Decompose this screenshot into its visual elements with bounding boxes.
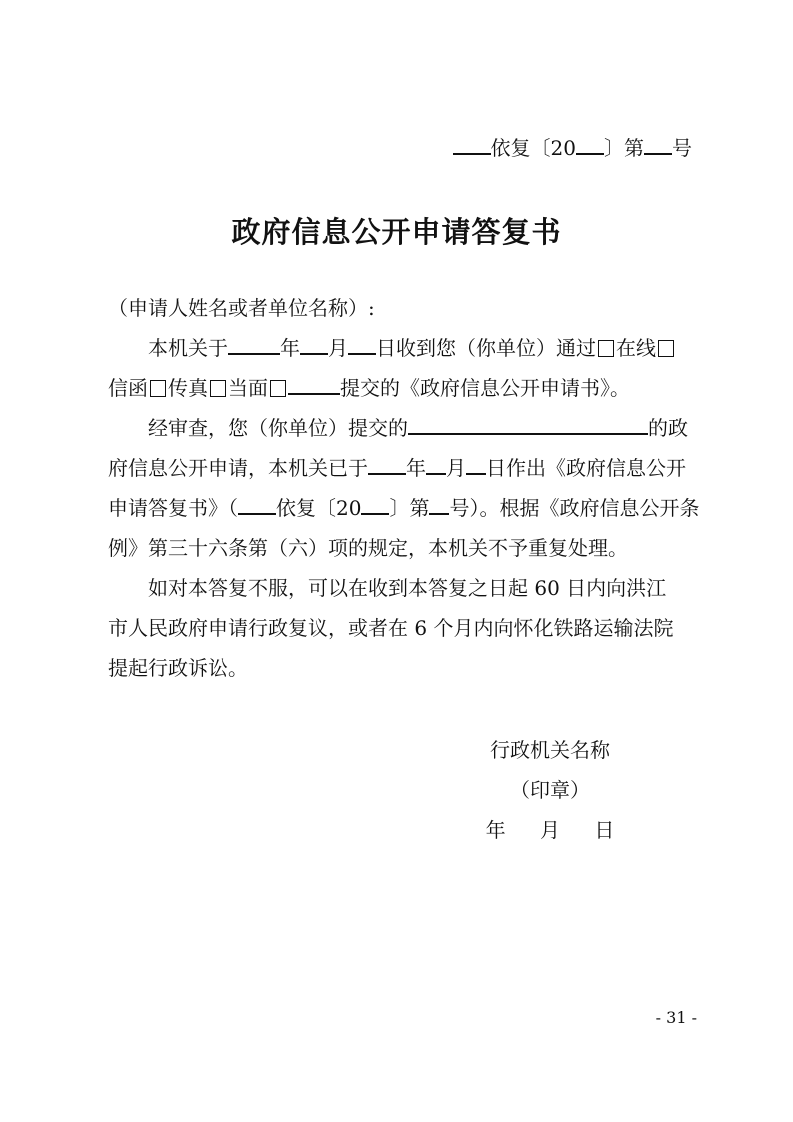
text-fragment: 提交的《政府信息公开申请书》。	[340, 376, 630, 400]
checkbox-letter[interactable]	[658, 340, 674, 357]
blank-year	[576, 131, 604, 155]
text-fragment: 日作出《政府信息公开	[486, 456, 686, 480]
doc-number-mid: 依复〔20	[490, 136, 576, 160]
signature-date: 年 月 日	[485, 818, 615, 842]
doc-number-close: 〕第	[604, 136, 644, 160]
checkbox-in-person[interactable]	[210, 380, 226, 397]
text-fragment: 的政	[648, 416, 688, 440]
blank-ref-agency	[238, 491, 276, 515]
blank-reply-month	[426, 451, 446, 475]
text-fragment: 年	[406, 456, 426, 480]
text-fragment: 在线	[616, 336, 656, 360]
text-fragment: 月	[446, 456, 466, 480]
text-fragment: 月	[328, 336, 348, 360]
checkbox-other[interactable]	[270, 380, 286, 397]
agency-name: 行政机关名称	[490, 738, 610, 762]
paragraph-1-line-2	[108, 368, 698, 408]
page-number: - 31 -	[655, 1008, 697, 1027]
text-fragment: 本机关于	[148, 336, 228, 360]
paragraph-2-line-1	[108, 408, 698, 448]
text-fragment: 〕第	[389, 496, 430, 520]
blank-other-method	[288, 371, 340, 395]
text-fragment: 年	[280, 336, 300, 360]
blank-received-day	[348, 331, 376, 355]
paragraph-2-line-2	[108, 448, 698, 488]
seal-placeholder: （印章）	[510, 778, 590, 802]
text-fragment: 信函	[108, 376, 148, 400]
paragraph-2-line-4: 例》第三十六条第（六）项的规定，本机关不予重复处理。	[108, 536, 628, 560]
checkbox-fax[interactable]	[150, 380, 166, 397]
paragraph-3-line-1: 如对本答复不服，可以在收到本答复之日起 60 日内向洪江	[148, 576, 667, 600]
blank-request-content	[408, 411, 648, 435]
checkbox-online[interactable]	[598, 340, 614, 357]
paragraph-3-line-3: 提起行政诉讼。	[108, 656, 248, 680]
text-fragment: 号）。根据《政府信息公开条	[449, 496, 700, 520]
blank-agency-abbr	[453, 131, 491, 155]
signature-block	[470, 730, 630, 850]
text-fragment: 申请答复书》（	[108, 496, 238, 520]
blank-reply-year	[368, 451, 406, 475]
text-fragment: 依复〔20	[276, 496, 362, 520]
text-fragment: 传真	[168, 376, 208, 400]
paragraph-1-line-1	[108, 328, 698, 368]
paragraph-2-line-3	[108, 488, 698, 528]
blank-reply-day	[466, 451, 486, 475]
text-fragment: 府信息公开申请，本机关已于	[108, 456, 368, 480]
salutation: （申请人姓名或者单位名称）:	[108, 296, 375, 320]
blank-ref-serial	[429, 491, 449, 515]
text-fragment: 日收到您（你单位）通过	[376, 336, 596, 360]
text-fragment: 当面	[228, 376, 268, 400]
blank-received-year	[228, 331, 280, 355]
document-number	[453, 131, 692, 163]
blank-received-month	[300, 331, 328, 355]
paragraph-3-line-2: 市人民政府申请行政复议，或者在 6 个月内向怀化铁路运输法院	[108, 616, 674, 640]
doc-number-end: 号	[672, 136, 692, 160]
blank-ref-year	[361, 491, 389, 515]
body-text	[108, 288, 698, 688]
blank-serial	[644, 131, 672, 155]
text-fragment: 经审查，您（你单位）提交的	[148, 416, 408, 440]
page-title: 政府信息公开申请答复书	[231, 215, 562, 249]
